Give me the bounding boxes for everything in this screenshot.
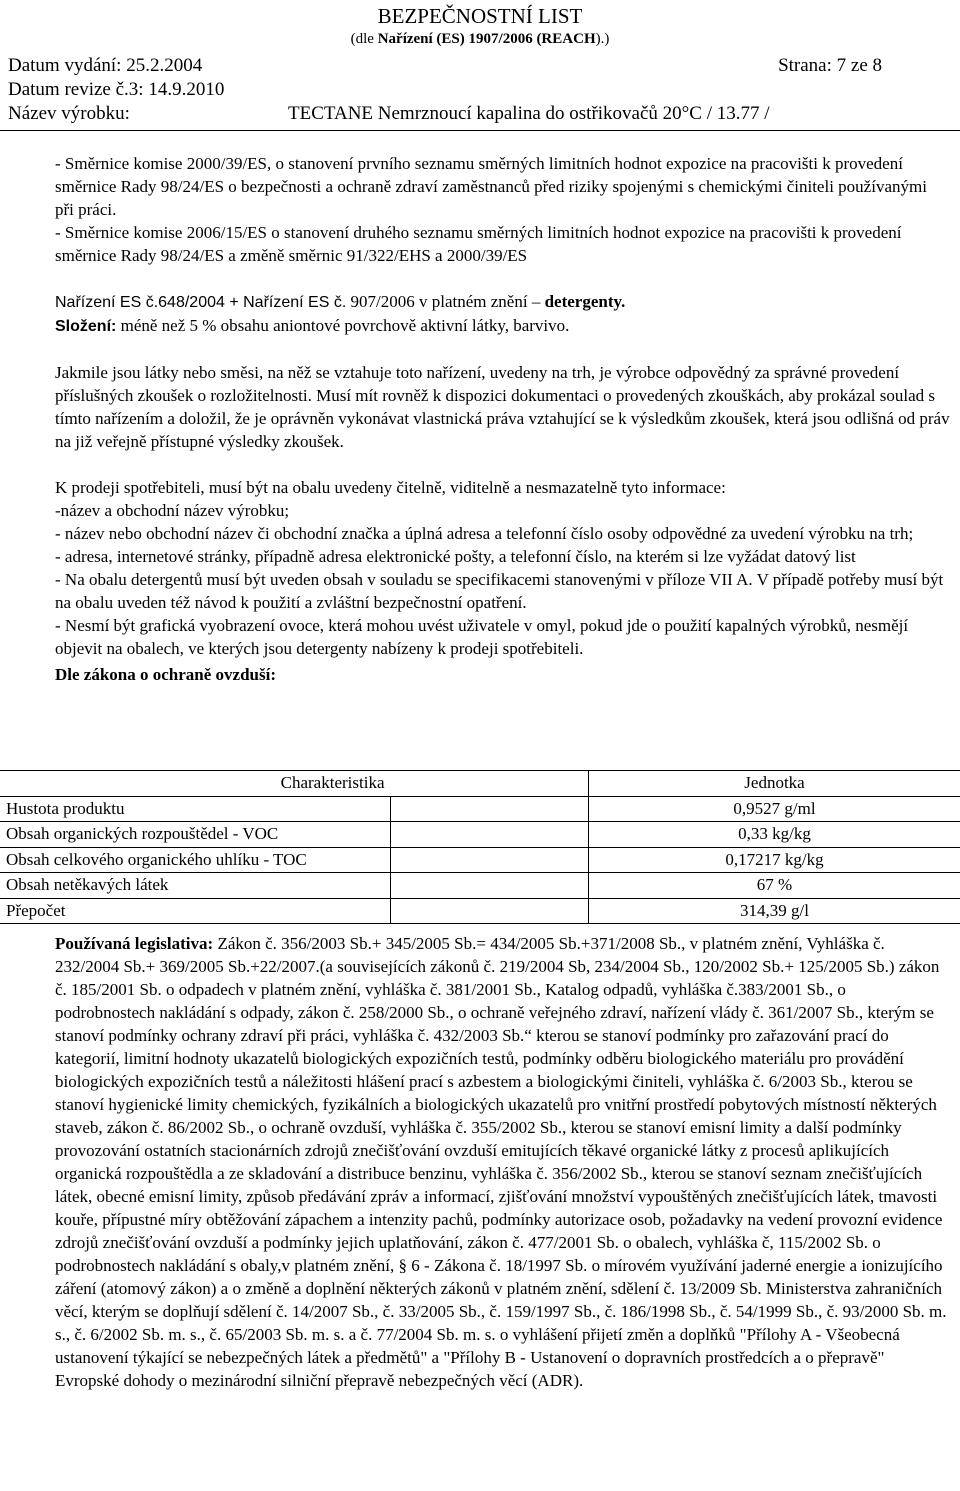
regulation-suffix: 907/2006 v platném znění – xyxy=(346,292,545,311)
document-body xyxy=(55,152,950,686)
header-characteristic: Charakteristika xyxy=(0,771,391,797)
property-label: Přepočet xyxy=(0,898,391,924)
regulation-subtitle xyxy=(0,30,960,48)
legislation-section xyxy=(55,932,950,1392)
document-title: BEZPEČNOSTNÍ LIST xyxy=(377,4,583,28)
manufacturer-obligation: Jakmile jsou látky nebo směsi, na něž se vztahuje toto nařízení, uvedeny na trh, je výrobce odpovědný za správné provedení příslušných zkoušek o rozložitelnosti. Musí mít rovněž k dispozici dokumentaci o provedených zkouškách, aby prokázal soulad s tímto nařízením a doložil, že je oprávněn vykonávat vlastnická práva vztahující se k výsledkům zkoušek, která jsou odlišná od práv na již veřejně přístupné výsledky zkoušek. xyxy=(55,363,950,451)
composition xyxy=(55,314,950,338)
composition-text: méně než 5 % obsahu aniontové povrchově aktivní látky, barvivo. xyxy=(116,316,570,335)
property-value: 67 % xyxy=(589,873,960,899)
document-header xyxy=(0,0,960,130)
regulation-bold: detergenty. xyxy=(544,292,626,311)
product-label: Název výrobku: xyxy=(8,103,130,124)
property-label: Obsah netěkavých látek xyxy=(0,873,391,899)
subtitle-prefix: (dle xyxy=(350,31,378,47)
table-row xyxy=(0,847,960,873)
header-unit: Jednotka xyxy=(589,771,960,797)
table-row xyxy=(0,796,960,822)
table-header-row xyxy=(0,771,960,797)
table-row xyxy=(0,898,960,924)
subtitle-suffix: ).) xyxy=(595,31,610,47)
property-label: Obsah celkového organického uhlíku - TOC xyxy=(0,847,391,873)
composition-label: Složení: xyxy=(55,318,117,335)
consumer-info-item: -název a obchodní název výrobku; xyxy=(55,501,290,520)
issue-date: Datum vydání: 25.2.2004 xyxy=(8,55,203,76)
consumer-info-item: - adresa, internetové stránky, případně adresa elektronické pošty, a telefonní číslo, na kterém si lze vyžádat datový list xyxy=(55,547,856,566)
legislation-text: Zákon č. 356/2003 Sb.+ 345/2005 Sb.= 434/2005 Sb.+371/2008 Sb., v platném znění, Vyhláška č. 232/2004 Sb.+ 369/2005 Sb.+22/2007.(a souvisejících zákonů č. 219/2004 Sb, 234/2004 Sb., 120/2002 Sb.+ 125/2005 Sb.) zákon č. 185/2001 Sb. o odpadech v platném znění, vyhláška č. 381/2001 Sb., Katalog odpadů, vyhláška č.383/2001 Sb., o podrobnostech nakládání s odpady, zákon č. 258/2000 Sb., o ochraně veřejného zdraví, nařízení vlády č. 361/2007 Sb., kterým se stanoví podmínky ochrany zdraví při práci, vyhláška č. 432/2003 Sb.“ kterou se stanoví podmínky pro zařazování prací do kategorií, limitní hodnoty ukazatelů biologických expozičních testů, podmínky odběru biologického materiálu pro provádění biologických expozičních testů a náležitosti hlášení prací s azbestem a biologickými činiteli, vyhláška č. 6/2003 Sb., kterou se stanoví hygienické limity chemických, fyzikálních a biologických ukazatelů pro vnitřní prostředí pobytových místností některých staveb, zákon č. 86/2002 Sb., o ochraně ovzduší, vyhláška č. 355/2002 Sb., kterou se stanoví emisní limity a další podmínky provozování ostatních stacionárních zdrojů znečišťování ovzduší emitujících těkavé organické látky z procesů aplikujících organická rozpouštědla a ze skladování a distribuce benzinu, vyhláška č. 356/2002 Sb., kterou se stanoví seznam znečišťujících látek, obecné emisní limity, způsob předávání zpráv a informací, zjišťování množství vypouštěných znečišťujících látek, tmavosti kouře, přípustné míry obtěžování zápachem a intenzity pachů, podmínky autorizace osob, požadavky na vedení provozní evidence zdrojů znečišťování ovzduší a podmínky jejich uplatňování, zákon č. 477/2001 Sb. o obalech, vyhláška č, 115/2002 Sb. o podrobnostech nakládání s obaly,v platném znění, § 6 - Zákona č. 18/1997 Sb. o mírovém využívání jaderné energie a ionizujícího záření (atomový zákon) a o změně a doplnění některých zákonů v platném znění, sdělení č. 13/2009 Sb. Ministerstva zahraničních věcí, kterým se doplňují sdělení č. 14/2007 Sb., č. 33/2005 Sb., č. 159/1997 Sb., č. 186/1998 Sb., č. 54/1999 Sb., č. 93/2000 Sb. m. s., č. 6/2002 Sb. m. s., č. 65/2003 Sb. m. s. a č. 77/2004 Sb. m. s. o vyhlášení přijetí změn a doplňků "Přílohy A - Všeobecná ustanovení týkající se nebezpečných látek a předmětů" a "Přílohy B - Ustanovení o dopravních prostředcích a o přepravě" Evropské dohody o mezinárodní silniční přepravě nebezpečných věcí (ADR). xyxy=(55,934,947,1390)
consumer-info-item: - název nebo obchodní název či obchodní značka a úplná adresa a telefonní číslo osoby odpovědné za uvedení výrobku na trh; xyxy=(55,524,914,543)
property-value: 0,17217 kg/kg xyxy=(589,847,960,873)
table-row xyxy=(0,873,960,899)
detergent-regulation xyxy=(55,290,950,314)
air-protection-heading: Dle zákona o ochraně ovzduší: xyxy=(55,665,276,684)
consumer-info-intro: K prodeji spotřebiteli, musí být na obalu uvedeny čitelně, viditelně a nesmazatelně tyto informace: xyxy=(55,478,726,497)
property-value: 314,39 g/l xyxy=(589,898,960,924)
property-value: 0,9527 g/ml xyxy=(589,796,960,822)
directive-2006-15: - Směrnice komise 2006/15/ES o stanovení druhého seznamu směrných limitních hodnot expozice na pracovišti k provedení směrnice Rady 98/24/ES a změně směrnic 91/322/EHS a 2000/39/ES xyxy=(55,223,902,265)
legislation-label: Používaná legislativa: xyxy=(55,934,214,953)
property-label: Obsah organických rozpouštědel - VOC xyxy=(0,822,391,848)
regulation-prefix: Nařízení ES č.648/2004 + Nařízení ES č. xyxy=(55,294,347,311)
property-value: 0,33 kg/kg xyxy=(589,822,960,848)
subtitle-regulation: Nařízení (ES) 1907/2006 (REACH xyxy=(377,31,596,47)
property-label: Hustota produktu xyxy=(0,796,391,822)
directive-2000-39: - Směrnice komise 2000/39/ES, o stanovení prvního seznamu směrných limitních hodnot expozice na pracovišti k provedení směrnice Rady 98/24/ES o bezpečnosti a ochraně zdraví zaměstnanců před riziky spojenými s chemickými činiteli používanými při práci. xyxy=(55,154,927,219)
revision-date: Datum revize č.3: 14.9.2010 xyxy=(8,79,225,100)
header-divider xyxy=(0,130,960,131)
consumer-info-item: - Nesmí být grafická vyobrazení ovoce, která mohou uvést uživatele v omyl, pokud jde o použití kapalných výrobků, nesmějí objevit na obalech, ve kterých jsou detergenty nabízeny k prodeji spotřebiteli. xyxy=(55,616,909,658)
consumer-info-item: - Na obalu detergentů musí být uveden obsah v souladu se specifikacemi stanovenými v příloze VII A. V případě potřeby musí být na obalu uveden též návod k použití a zvláštní bezpečnostní opatření. xyxy=(55,570,944,612)
air-properties-table xyxy=(0,770,960,924)
product-name: TECTANE Nemrznoucí kapalina do ostřikovačů 20°C / 13.77 / xyxy=(288,103,770,124)
table-row xyxy=(0,822,960,848)
header-spacer xyxy=(391,771,589,797)
page-number: Strana: 7 ze 8 xyxy=(778,55,882,76)
